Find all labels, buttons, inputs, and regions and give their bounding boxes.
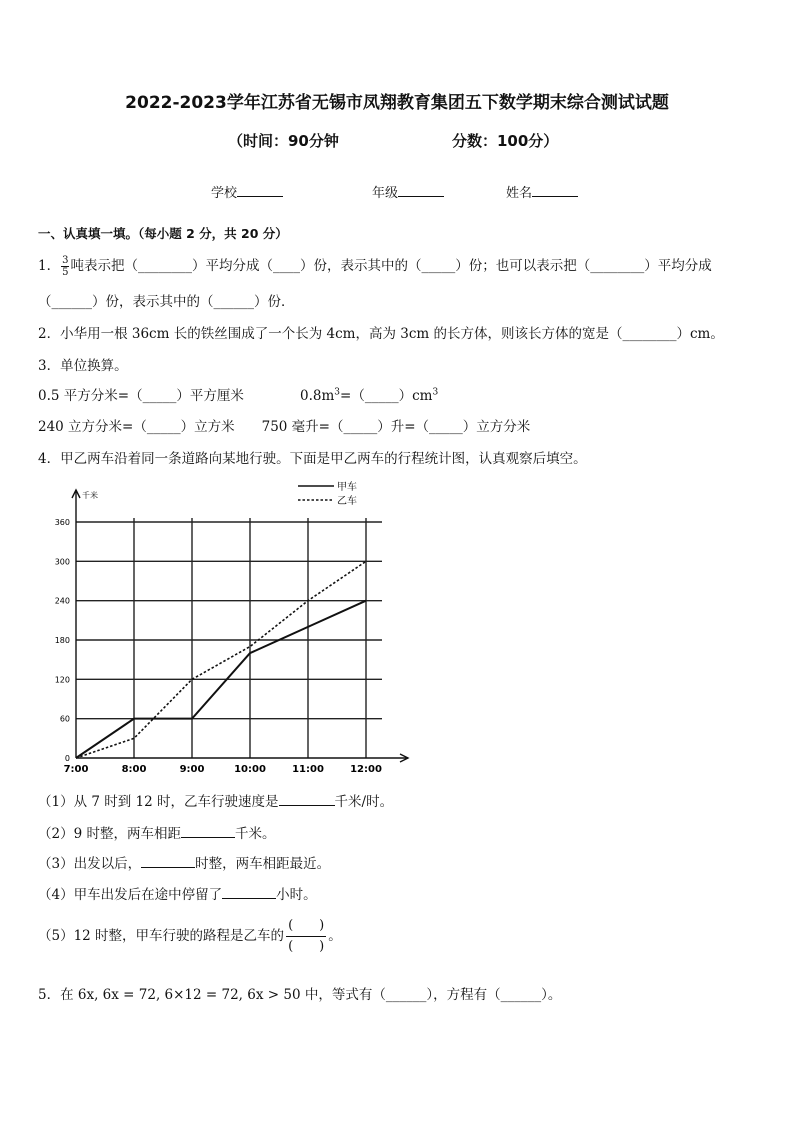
question-4-2 (38, 822, 275, 842)
x-tick-label: 7:00 (63, 764, 89, 775)
answer-fraction[interactable] (286, 916, 326, 957)
score-label: 分数：100分） (452, 132, 559, 150)
name-blank[interactable] (532, 184, 578, 197)
chart-axes (72, 490, 408, 762)
fraction-numerator: ( ) (286, 916, 326, 937)
question-1 (38, 254, 712, 278)
y-tick-label: 0 (64, 754, 70, 763)
question-4-1-text: （1）从 7 时到 12 时，乙车行驶速度是 (38, 794, 279, 810)
fraction-denominator: ( ) (288, 939, 325, 954)
question-4-5-end: 。 (328, 928, 342, 944)
fraction (61, 255, 69, 278)
question-3-row-2: 240 立方分米=（_____）立方米 750 毫升=（_____）升=（_____）立方分米 (38, 419, 531, 435)
question-4: 4．甲乙两车沿着同一条道路向某地行驶。下面是甲乙两车的行程统计图，认真观察后填空。 (38, 451, 587, 467)
question-4-1-unit: 千米/时。 (334, 794, 394, 810)
grade-label: 年级 (372, 186, 399, 201)
question-4-1 (38, 790, 393, 810)
question-4-3-text: （3）出发以后， (38, 856, 142, 872)
y-tick-label: 300 (54, 557, 70, 567)
question-4-5 (38, 916, 342, 957)
question-4-5-text: （5）12 时整，甲车行驶的路程是乙车的 (38, 928, 285, 944)
question-4-4 (38, 883, 317, 903)
unit-volume: 0.8m (300, 388, 335, 404)
question-4-4-text: （4）甲车出发后在途中停留了 (38, 887, 223, 903)
answer-blank[interactable] (181, 825, 235, 838)
question-4-2-text: （2）9 时整，两车相距 (38, 826, 181, 842)
question-number: 1． (38, 258, 61, 274)
question-4-2-unit: 千米。 (234, 826, 276, 842)
question-1-line-1: 吨表示把（________）平均分成（____）份，表示其中的（_____）份；也可以表示把（________）平均分成 (70, 258, 712, 274)
school-blank[interactable] (237, 184, 283, 197)
y-tick-label: 120 (54, 675, 70, 685)
x-tick-label: 8:00 (121, 764, 147, 775)
answer-blank[interactable] (222, 886, 276, 899)
legend-label: 甲车 (337, 482, 357, 493)
legend-label: 乙车 (337, 496, 357, 507)
question-4-3-rest: 时整，两车相距最近。 (195, 856, 331, 872)
question-4-3 (38, 852, 330, 872)
x-tick-label: 10:00 (234, 764, 266, 775)
x-tick-label: 12:00 (350, 764, 382, 775)
question-1-line-2: （______）份，表示其中的（______）份． (38, 294, 295, 310)
question-4-4-unit: 小时。 (276, 887, 317, 903)
school-label: 学校 (211, 186, 238, 201)
y-tick-label: 360 (54, 518, 70, 527)
question-5: 5．在 6x, 6x = 72, 6×12 = 72, 6x > 50 中，等式有（______），方程有（______）。 (38, 987, 562, 1003)
x-tick-label: 9:00 (179, 764, 205, 775)
name-field (506, 182, 578, 201)
question-3-row-1a: 0.5 平方分米=（_____）平方厘米 (38, 388, 244, 404)
question-2: 2．小华用一根 36cm 长的铁丝围成了一个长为 4cm，高为 3cm 的长方体，则该长方体的宽是（________）cm。 (38, 326, 724, 342)
school-field (211, 182, 283, 201)
y-axis-label: 千米 (82, 491, 98, 500)
page-title: 2022-2023学年江苏省无锡市凤翔教育集团五下数学期末综合测试试题 (125, 93, 669, 113)
y-tick-label: 180 (54, 636, 70, 645)
chart-grid (76, 518, 382, 758)
x-tick-label: 11:00 (292, 764, 324, 775)
y-tick-label: 240 (54, 596, 70, 606)
name-label: 姓名 (506, 186, 533, 201)
grade-field (372, 182, 444, 201)
answer-blank[interactable] (141, 855, 195, 868)
chart-ticks (55, 518, 382, 775)
section-heading: 一、认真填一填。（每小题 2 分，共 20 分） (38, 226, 288, 241)
question-3: 3．单位换算。 (38, 358, 128, 374)
grade-blank[interactable] (398, 184, 444, 197)
superscript: 3 (432, 387, 439, 398)
chart-lines (76, 561, 366, 758)
superscript: 3 (334, 387, 341, 398)
fraction-numerator: 3 (62, 255, 69, 266)
time-label: （时间：90分钟 (228, 132, 339, 150)
question-3-row-1b (300, 384, 438, 404)
travel-chart (36, 478, 420, 778)
chart-legend (298, 481, 357, 507)
unit-conversion: =（_____）cm (340, 388, 433, 404)
fraction-denominator: 5 (62, 267, 69, 278)
y-tick-label: 60 (59, 714, 70, 724)
answer-blank[interactable] (279, 793, 335, 806)
